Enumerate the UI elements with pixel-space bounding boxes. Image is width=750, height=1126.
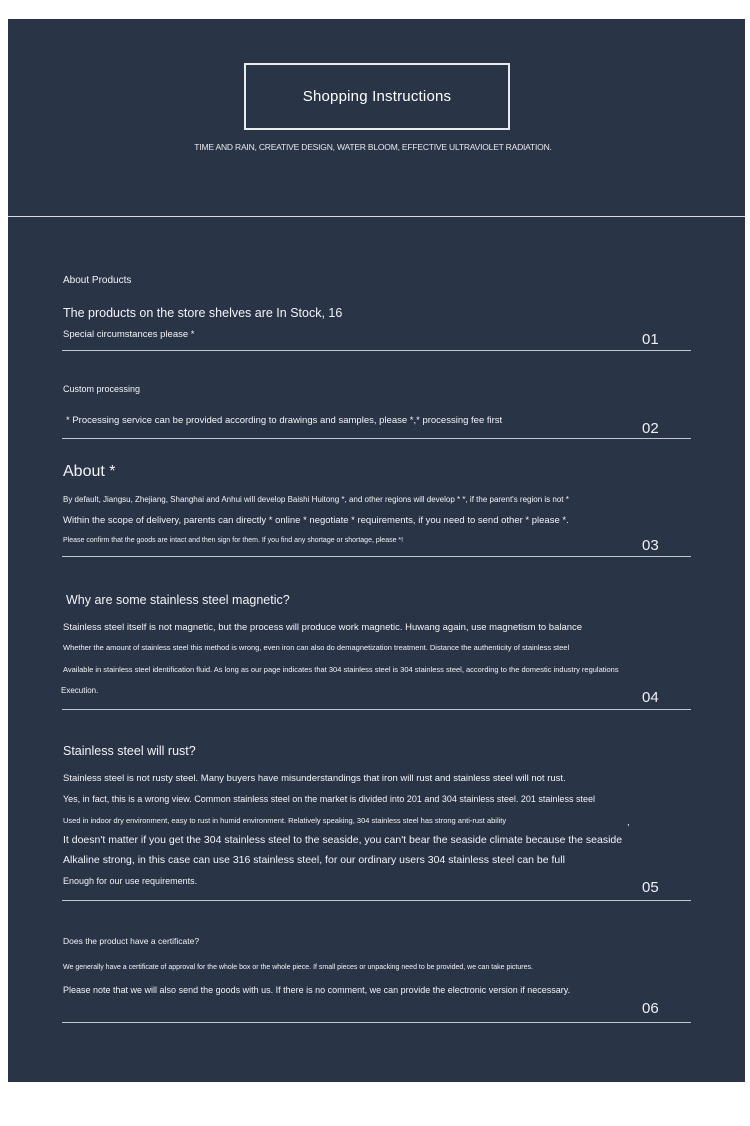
section-text: Special circumstances please * (63, 329, 195, 340)
section-text: Execution. (61, 686, 99, 695)
section-text: Within the scope of delivery, parents can directly * online * negotiate * requirements, if you need to send other * please *. (63, 515, 569, 526)
section-text: Available in stainless steel identification fluid. As long as our page indicates that 304 stainless steel is 304 stainless steel, according to the domestic industry regulations (63, 665, 619, 674)
hero-header (8, 19, 745, 217)
section-heading: Why are some stainless steel magnetic? (66, 593, 290, 607)
section-text: It doesn't matter if you get the 304 stainless steel to the seaside, you can't bear the seaside climate because the seaside (63, 834, 623, 846)
section-heading: About * (63, 463, 116, 480)
section-text: Stainless steel is not rusty steel. Many buyers have misunderstandings that iron will rust and stainless steel will not rust. (63, 773, 566, 784)
section-text: * Processing service can be provided according to drawings and samples, please *,* processing fee first (66, 415, 503, 426)
section-text: The products on the store shelves are In Stock, 16 (63, 306, 343, 320)
instructions-panel (8, 19, 745, 1082)
section-divider (62, 438, 691, 439)
section-number: 04 (642, 689, 659, 706)
section-text: Yes, in fact, this is a wrong view. Common stainless steel on the market is divided into 201 and 304 stainless steel. 201 stainless steel (63, 794, 595, 804)
stray-comma: , (627, 817, 630, 828)
section-heading: About Products (63, 275, 132, 286)
section-number: 02 (642, 420, 659, 437)
section-divider (62, 1022, 691, 1023)
section-text: Please confirm that the goods are intact and then sign for them. If you find any shortage or shortage, please *! (63, 537, 404, 544)
section-heading: Does the product have a certificate? (63, 936, 200, 946)
section-number: 06 (642, 1000, 659, 1017)
section-number: 03 (642, 537, 659, 554)
section-divider (62, 350, 691, 351)
section-text: Alkaline strong, in this case can use 316 stainless steel, for our ordinary users 304 stainless steel can be full (63, 854, 565, 866)
section-text: By default, Jiangsu, Zhejiang, Shanghai and Anhui will develop Baishi Huitong *, and other regions will develop * *, if the parent's region is not * (63, 495, 569, 504)
section-heading: Custom processing (63, 384, 141, 394)
section-number: 01 (642, 331, 659, 348)
section-heading: Stainless steel will rust? (63, 744, 196, 758)
section-text: Stainless steel itself is not magnetic, but the process will produce work magnetic. Huwang again, use magnetism to balance (63, 622, 583, 633)
section-divider (62, 556, 691, 557)
section-text: Used in indoor dry environment, easy to rust in humid environment. Relatively speaking, 304 stainless steel has strong anti-rust ability (63, 816, 507, 825)
page-subtitle: TIME AND RAIN, CREATIVE DESIGN, WATER BLOOM, EFFECTIVE ULTRAVIOLET RADIATION. (194, 142, 552, 152)
section-text: Enough for our use requirements. (63, 876, 198, 886)
page-title: Shopping Instructions (244, 63, 510, 130)
section-text: Please note that we will also send the goods with us. If there is no comment, we can provide the electronic version if necessary. (63, 985, 571, 995)
section-number: 05 (642, 879, 659, 896)
section-divider (62, 709, 691, 710)
section-text: Whether the amount of stainless steel this method is wrong, even iron can also do demagnetization treatment. Distance the authenticity of stainless steel (63, 643, 570, 652)
section-text: We generally have a certificate of approval for the whole box or the whole piece. If small pieces or unpacking need to be provided, we can take pictures. (63, 964, 533, 971)
section-divider (62, 900, 691, 901)
